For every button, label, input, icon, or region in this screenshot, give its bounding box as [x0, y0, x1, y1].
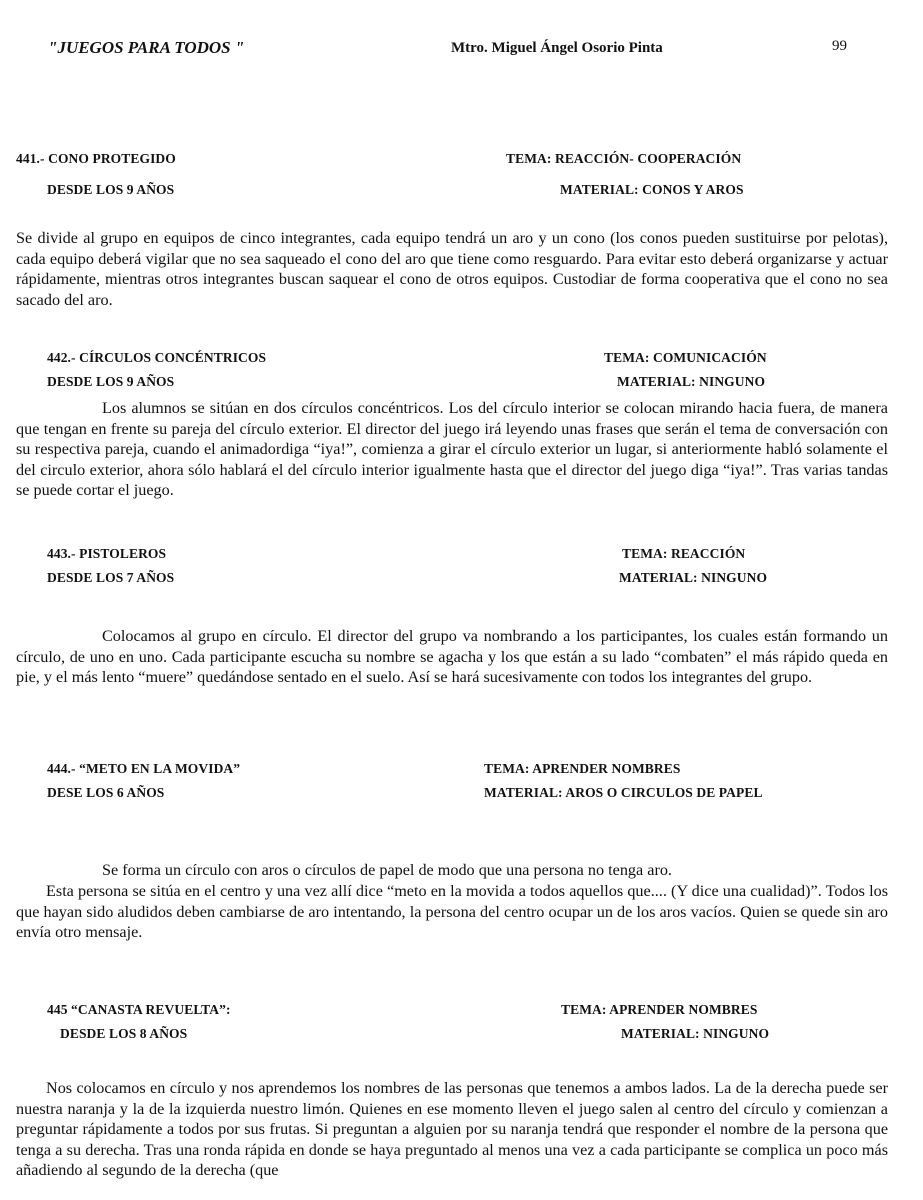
game-title: 445 “CANASTA REVUELTA”: — [47, 1002, 231, 1017]
game-description: Colocamos al grupo en círculo. El director del grupo va nombrando a los participantes, los cuales están formando un círculo, de uno en uno. Cada participante escucha su nombre se agacha y los que están a su lado “combaten” el más rápido queda en pie, y el más lento “muere” quedándose sentado en el suelo. Así se hará sucesivamente con todos los integrantes del grupo. — [16, 627, 888, 686]
game-age: DESE LOS 6 AÑOS — [47, 785, 165, 800]
game-theme: TEMA: APRENDER NOMBRES — [561, 1002, 758, 1017]
page-number: 99 — [832, 38, 847, 54]
game-age: DESDE LOS 9 AÑOS — [47, 374, 175, 389]
game-title: 442.- CÍRCULOS CONCÉNTRICOS — [47, 350, 267, 365]
game-material: MATERIAL: NINGUNO — [621, 1026, 770, 1041]
game-title: 444.- “METO EN LA MOVIDA” — [47, 761, 241, 776]
game-theme: TEMA: REACCIÓN- COOPERACIÓN — [506, 151, 742, 166]
game-theme: TEMA: REACCIÓN — [622, 546, 746, 561]
game-material: MATERIAL: AROS O CIRCULOS DE PAPEL — [484, 785, 763, 800]
game-age: DESDE LOS 9 AÑOS — [47, 182, 175, 197]
game-age: DESDE LOS 7 AÑOS — [47, 570, 175, 585]
game-material: MATERIAL: NINGUNO — [617, 374, 766, 389]
document-title: "JUEGOS PARA TODOS " — [48, 38, 245, 57]
game-title: 443.- PISTOLEROS — [47, 546, 167, 561]
game-title: 441.- CONO PROTEGIDO — [16, 151, 176, 166]
game-description: Los alumnos se sitúan en dos círculos concéntricos. Los del círculo interior se colocan mirando hacia fuera, de manera que tengan en frente su pareja del círculo exterior. El director del juego irá leyendo unas frases que serán el tema de conversación con su respectiva pareja, cuando el animadordiga “iya!”, comienza a girar el círculo exterior un lugar, si anteriormente habló solamente el del circulo exterior, ahora sólo hablará el del círculo interior igualmente hasta que el director del juego diga “iya!”. Tras varias tandas se puede cortar el juego. — [16, 399, 888, 499]
game-age: DESDE LOS 8 AÑOS — [60, 1026, 188, 1041]
game-description: Nos colocamos en círculo y nos aprendemos los nombres de las personas que tenemos a ambos lados. La de la derecha puede ser nuestra naranja y la de la izquierda nuestro limón. Quienes en ese momento lleven el juego salen al centro del círculo y comienzan a preguntar rápidamente a todos por sus frutas. Si preguntan a alguien por su naranja tendrá que responder el nombre de la persona que tenga a su derecha. Tras una ronda rápida en donde se haya preguntado al menos una vez a cada participante se complica un poco más añadiendo al segundo de la derecha (que — [16, 1079, 888, 1179]
game-material: MATERIAL: NINGUNO — [619, 570, 768, 585]
game-theme: TEMA: APRENDER NOMBRES — [484, 761, 681, 776]
game-description: Esta persona se sitúa en el centro y una vez allí dice “meto en la movida a todos aquellos que.... (Y dice una cualidad)”. Todos los que hayan sido aludidos deben cambiarse de aro intentando, la persona del centro ocupar un de los aros vacíos. Quien se quede sin aro envía otro mensaje. — [16, 882, 888, 941]
game-theme: TEMA: COMUNICACIÓN — [604, 350, 767, 365]
document-author: Mtro. Miguel Ángel Osorio Pinta — [451, 40, 663, 56]
game-material: MATERIAL: CONOS Y AROS — [560, 182, 744, 197]
game-description: Se forma un círculo con aros o círculos de papel de modo que una persona no tenga aro. — [102, 861, 672, 879]
game-description: Se divide al grupo en equipos de cinco integrantes, cada equipo tendrá un aro y un cono (los conos pueden sustituirse por pelotas), cada equipo deberá vigilar que no sea saqueado el cono del aro que tiene como resguardo. Para evitar esto deberá organizarse y actuar rápidamente, mientras otros integrantes buscan saquear el cono de otros equipos. Custodiar de forma cooperativa que el cono no sea sacado del aro. — [16, 229, 888, 309]
